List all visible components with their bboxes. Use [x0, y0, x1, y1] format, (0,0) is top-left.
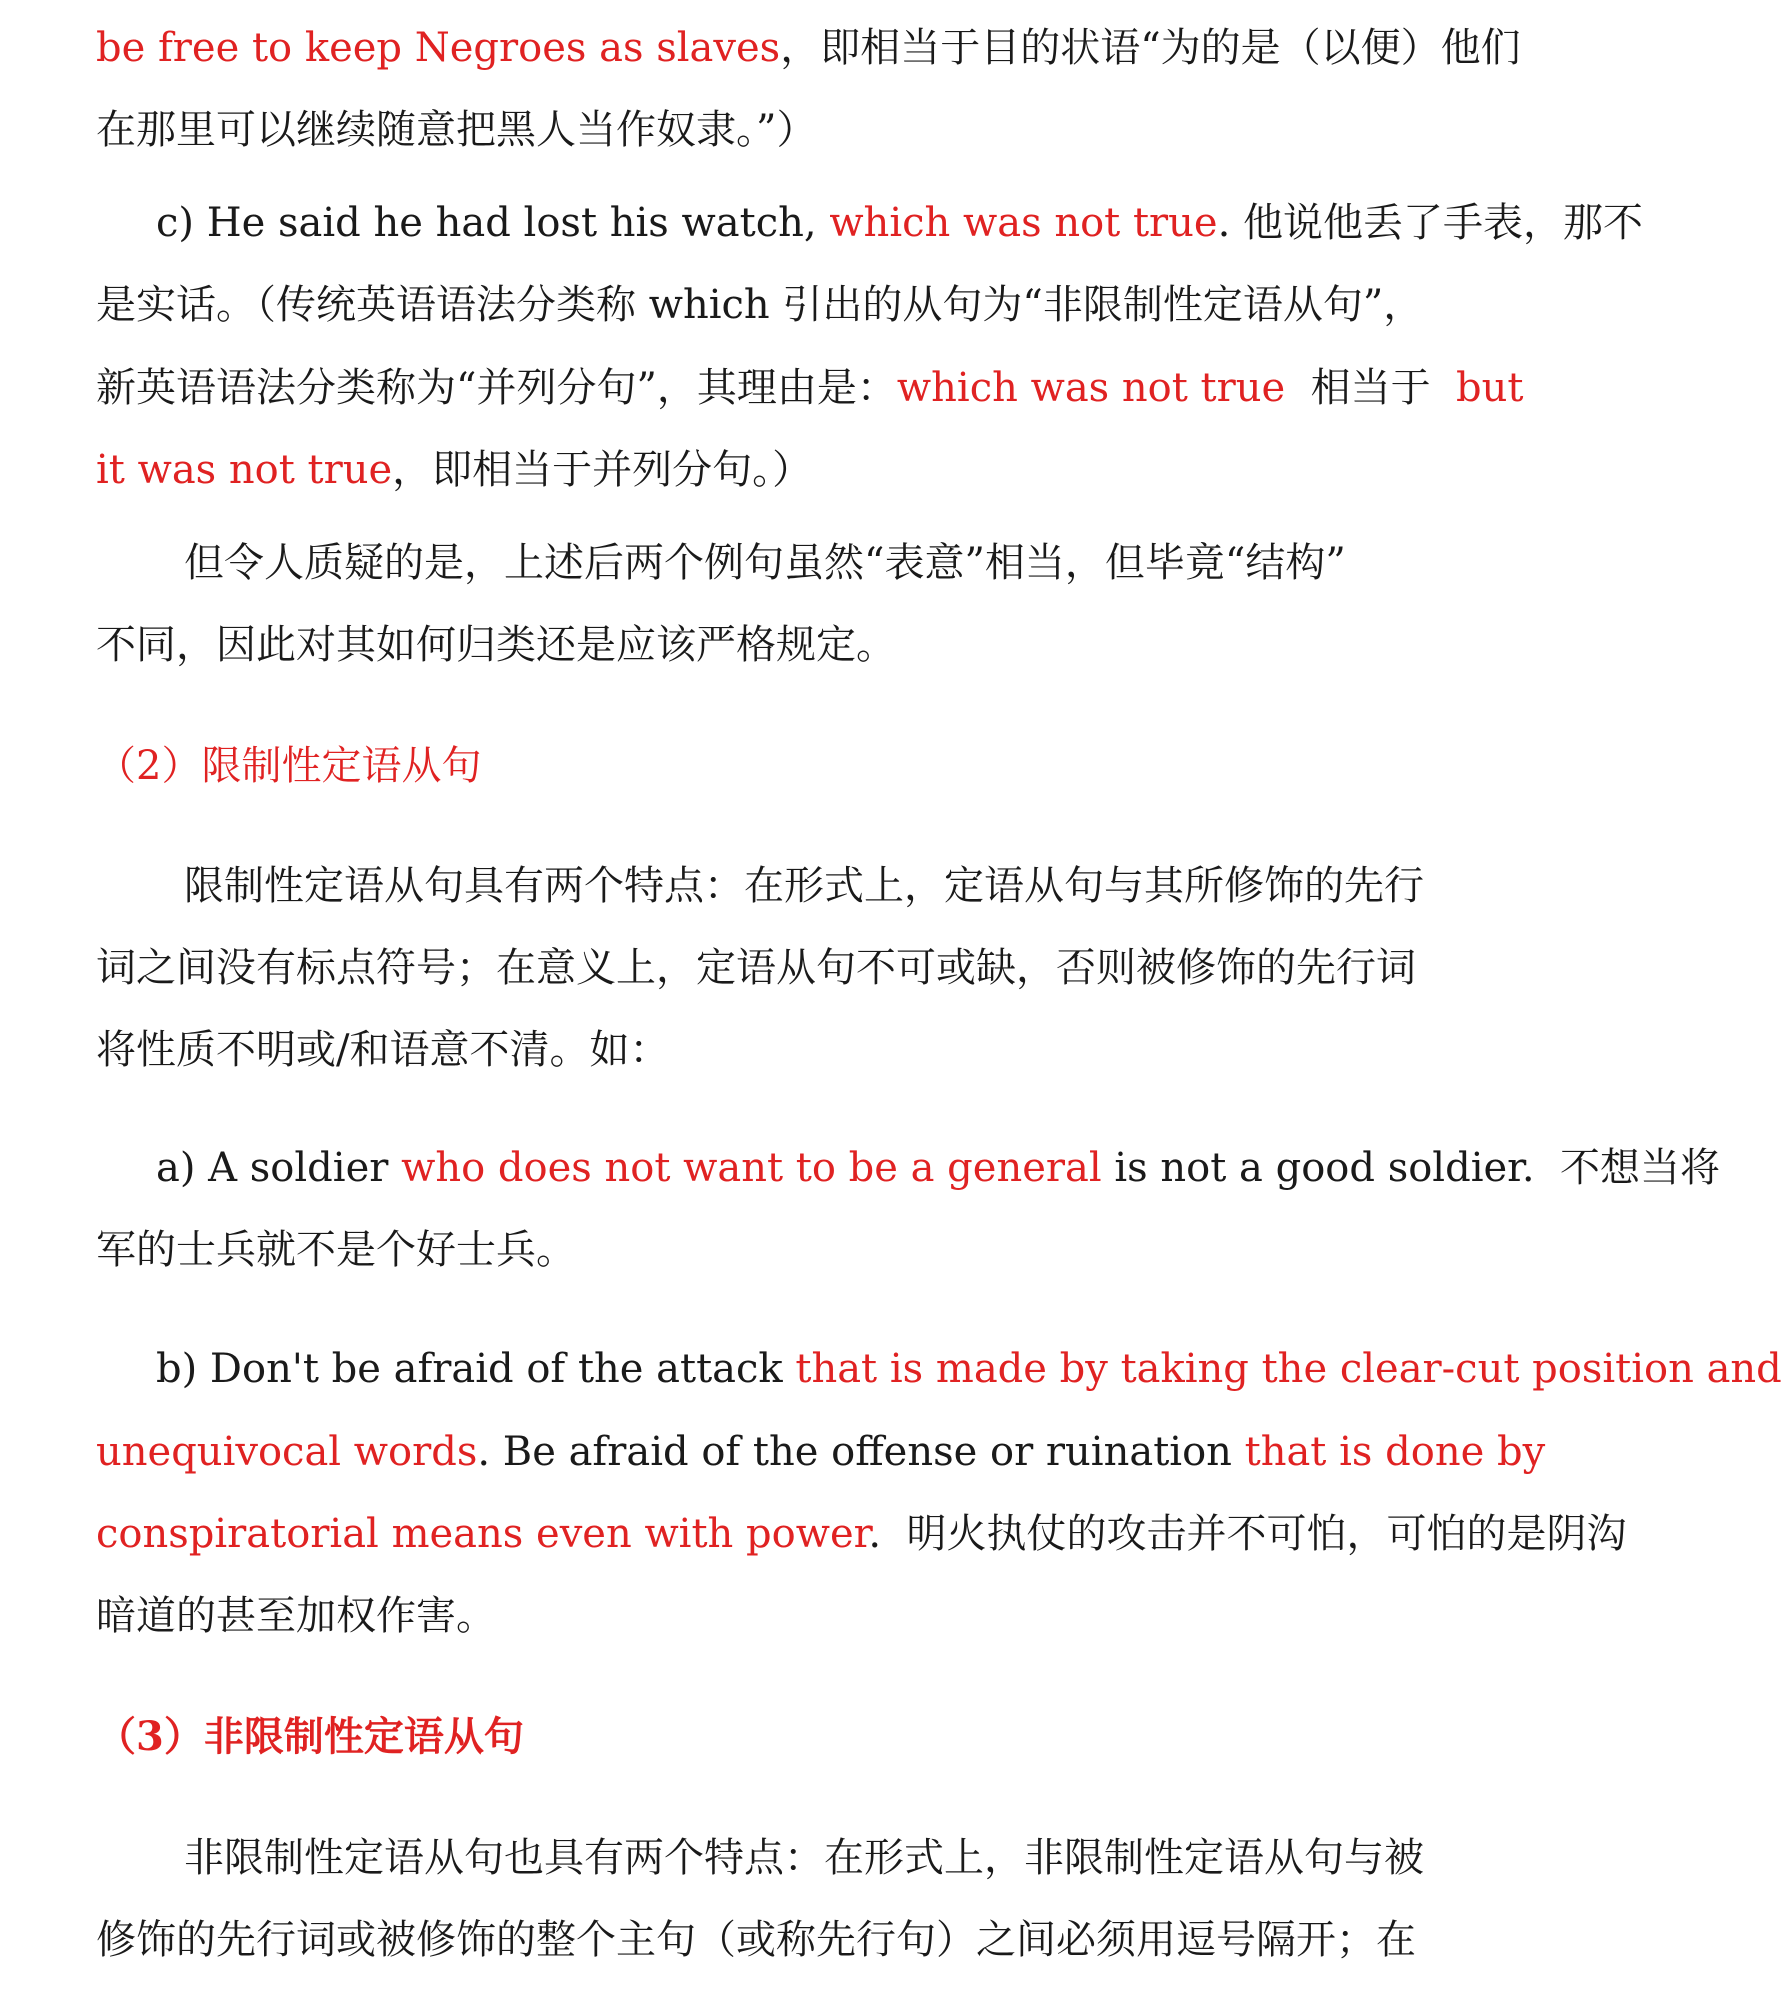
- text-span: 不同，因此对其如何归类还是应该严格规定。: [96, 622, 896, 668]
- paragraph-line: [96, 20, 1521, 76]
- text-span: 军的士兵就不是个好士兵。: [96, 1227, 576, 1273]
- paragraph-line: [96, 360, 1523, 416]
- text-span: 词之间没有标点符号；在意义上，定语从句不可或缺，否则被修饰的先行词: [96, 945, 1416, 991]
- paragraph-line: [96, 1424, 1545, 1480]
- example-b-line: [156, 1341, 1782, 1397]
- paragraph-line: [96, 1022, 669, 1078]
- text-span: 是实话。（传统英语语法分类称 which 引出的从句为“非限制性定语从句”，: [96, 282, 1424, 328]
- text-span: a) A soldier: [156, 1145, 402, 1191]
- highlighted-clause: it was not true: [96, 447, 393, 493]
- section-heading-3: （3）非限制性定语从句: [96, 1713, 524, 1760]
- text-span: . 明火执仗的攻击并不可怕，可怕的是阴沟: [868, 1511, 1627, 1557]
- highlighted-clause: which was not true: [896, 365, 1286, 411]
- paragraph-line: [96, 277, 1423, 333]
- example-c-line: [156, 195, 1643, 251]
- text-span: 限制性定语从句具有两个特点：在形式上，定语从句与其所修饰的先行: [184, 863, 1424, 909]
- highlighted-clause: who does not want to be a general: [401, 1145, 1102, 1191]
- text-span: 将性质不明或/和语意不清。如：: [96, 1027, 670, 1073]
- paragraph-line: [184, 1830, 1424, 1886]
- paragraph-line: [96, 1506, 1627, 1562]
- highlighted-clause: that is made by taking the clear-cut position and: [795, 1346, 1782, 1392]
- text-span: 新英语语法分类称为“并列分句”，其理由是：: [96, 365, 897, 411]
- text-span: 暗道的甚至加权作害。: [96, 1593, 496, 1639]
- text-span: 但令人质疑的是，上述后两个例句虽然“表意”相当，但毕竟“结构”: [184, 540, 1346, 586]
- paragraph-line: [96, 1222, 576, 1278]
- text-span: ，即相当于目的状语“为的是（以便）他们: [780, 25, 1521, 71]
- paragraph-line: [184, 858, 1424, 914]
- paragraph-line: [96, 617, 896, 673]
- paragraph-line: [96, 1912, 1416, 1968]
- highlighted-clause: conspiratorial means even with power: [96, 1511, 869, 1557]
- text-span: 修饰的先行词或被修饰的整个主句（或称先行句）之间必须用逗号隔开；在: [96, 1917, 1416, 1963]
- section-heading-2: （2）限制性定语从句: [96, 743, 482, 789]
- highlighted-clause: but: [1456, 365, 1524, 411]
- text-span: . 他说他丢了手表，那不: [1217, 200, 1644, 246]
- paragraph-line: [96, 442, 812, 498]
- text-span: c) He said he had lost his watch,: [156, 200, 830, 246]
- text-span: . Be afraid of the offense or ruination: [477, 1429, 1245, 1475]
- paragraph-line: [96, 102, 816, 158]
- highlighted-clause: that is done by: [1244, 1429, 1546, 1475]
- text-span: b) Don't be afraid of the attack: [156, 1346, 796, 1392]
- text-span: 相当于: [1285, 365, 1457, 411]
- paragraph-line: [96, 940, 1416, 996]
- text-span: is not a good soldier. 不想当将: [1101, 1145, 1721, 1191]
- example-a-line: [156, 1140, 1720, 1196]
- text-span: 非限制性定语从句也具有两个特点：在形式上，非限制性定语从句与被: [184, 1835, 1424, 1881]
- text-span: 在那里可以继续随意把黑人当作奴隶。”）: [96, 107, 817, 153]
- highlighted-clause: be free to keep Negroes as slaves: [96, 25, 781, 71]
- highlighted-clause: unequivocal words: [96, 1429, 478, 1475]
- highlighted-clause: which was not true: [829, 200, 1218, 246]
- paragraph-line: [96, 1588, 496, 1644]
- text-span: ，即相当于并列分句。）: [392, 447, 813, 493]
- paragraph-line: [184, 535, 1346, 591]
